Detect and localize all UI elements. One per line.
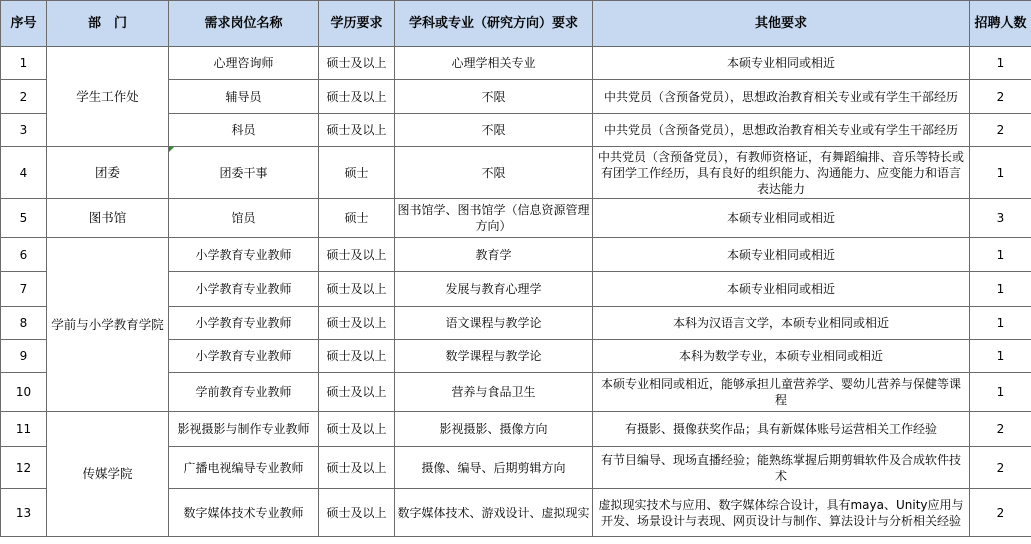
cell-count: 1 <box>970 373 1031 412</box>
cell-count: 1 <box>970 238 1031 272</box>
cell-no: 11 <box>1 412 47 447</box>
cell-no: 4 <box>1 147 47 199</box>
header-dept: 部 门 <box>47 1 169 47</box>
cell-major: 不限 <box>395 147 593 199</box>
cell-major: 发展与教育心理学 <box>395 272 593 307</box>
cell-major: 心理学相关专业 <box>395 47 593 80</box>
cell-other: 有摄影、摄像获奖作品；具有新媒体账号运营相关工作经验 <box>593 412 970 447</box>
cell-major: 摄像、编导、后期剪辑方向 <box>395 447 593 489</box>
header-row <box>1 1 1031 47</box>
cell-position: 馆员 <box>169 199 319 238</box>
cell-major: 影视摄影、摄像方向 <box>395 412 593 447</box>
header-count: 招聘人数 <box>970 1 1031 47</box>
cell-other: 本硕专业相同或相近 <box>593 47 970 80</box>
cell-dept: 传媒学院 <box>47 412 169 537</box>
cell-count: 1 <box>970 47 1031 80</box>
cell-position: 小学教育专业教师 <box>169 238 319 272</box>
cell-edu: 硕士及以上 <box>319 489 395 537</box>
table-row <box>1 199 1031 238</box>
table-row <box>1 147 1031 199</box>
cell-dept: 学前与小学教育学院 <box>47 238 169 412</box>
cell-major: 数学课程与教学论 <box>395 340 593 373</box>
cell-no: 13 <box>1 489 47 537</box>
cell-other: 中共党员（含预备党员），思想政治教育相关专业或有学生干部经历 <box>593 114 970 147</box>
cell-edu: 硕士及以上 <box>319 238 395 272</box>
cell-no: 8 <box>1 307 47 340</box>
cell-position: 心理咨询师 <box>169 47 319 80</box>
table-row <box>1 238 1031 272</box>
cell-count: 2 <box>970 80 1031 114</box>
cell-other: 本硕专业相同或相近 <box>593 199 970 238</box>
cell-no: 10 <box>1 373 47 412</box>
cell-other: 有节目编导、现场直播经验；能熟练掌握后期剪辑软件及合成软件技术 <box>593 447 970 489</box>
cell-edu: 硕士及以上 <box>319 47 395 80</box>
cell-edu: 硕士及以上 <box>319 307 395 340</box>
cell-position: 小学教育专业教师 <box>169 272 319 307</box>
cell-major: 营养与食品卫生 <box>395 373 593 412</box>
cell-no: 1 <box>1 47 47 80</box>
cell-edu: 硕士及以上 <box>319 80 395 114</box>
cell-major: 图书馆学、图书馆学（信息资源管理方向） <box>395 199 593 238</box>
cell-dept: 团委 <box>47 147 169 199</box>
cell-count: 1 <box>970 272 1031 307</box>
cell-count: 1 <box>970 307 1031 340</box>
cell-no: 12 <box>1 447 47 489</box>
cell-edu: 硕士及以上 <box>319 412 395 447</box>
cell-count: 2 <box>970 412 1031 447</box>
cell-no: 9 <box>1 340 47 373</box>
cell-position: 小学教育专业教师 <box>169 307 319 340</box>
cell-edu: 硕士 <box>319 199 395 238</box>
cell-position: 团委干事 <box>169 147 319 199</box>
cell-edu: 硕士及以上 <box>319 114 395 147</box>
cell-other: 虚拟现实技术与应用、数字媒体综合设计，具有maya、Unity应用与开发、场景设计与表现、网页设计与制作、算法设计与分析相关经验 <box>593 489 970 537</box>
cell-major: 不限 <box>395 114 593 147</box>
cell-edu: 硕士及以上 <box>319 373 395 412</box>
cell-major: 不限 <box>395 80 593 114</box>
cell-count: 1 <box>970 147 1031 199</box>
cell-dept: 学生工作处 <box>47 47 169 147</box>
cell-no: 5 <box>1 199 47 238</box>
cell-other: 本硕专业相同或相近 <box>593 272 970 307</box>
header-position: 需求岗位名称 <box>169 1 319 47</box>
cell-count: 1 <box>970 340 1031 373</box>
cell-other: 中共党员（含预备党员），思想政治教育相关专业或有学生干部经历 <box>593 80 970 114</box>
table-row <box>1 412 1031 447</box>
cell-position: 学前教育专业教师 <box>169 373 319 412</box>
cell-other: 本硕专业相同或相近，能够承担儿童营养学、婴幼儿营养与保健等课程 <box>593 373 970 412</box>
cell-no: 2 <box>1 80 47 114</box>
header-edu: 学历要求 <box>319 1 395 47</box>
cell-other: 本科为汉语言文学，本硕专业相同或相近 <box>593 307 970 340</box>
cell-no: 7 <box>1 272 47 307</box>
cell-count: 2 <box>970 447 1031 489</box>
cell-edu: 硕士及以上 <box>319 447 395 489</box>
cell-position: 广播电视编导专业教师 <box>169 447 319 489</box>
cell-major: 语文课程与教学论 <box>395 307 593 340</box>
cell-other: 本硕专业相同或相近 <box>593 238 970 272</box>
table-row <box>1 47 1031 80</box>
cell-major: 数字媒体技术、游戏设计、虚拟现实 <box>395 489 593 537</box>
cell-edu: 硕士及以上 <box>319 272 395 307</box>
cell-edu: 硕士及以上 <box>319 340 395 373</box>
cell-major: 教育学 <box>395 238 593 272</box>
cell-no: 3 <box>1 114 47 147</box>
cell-position: 数字媒体技术专业教师 <box>169 489 319 537</box>
cell-dept: 图书馆 <box>47 199 169 238</box>
cell-position: 科员 <box>169 114 319 147</box>
cell-position: 辅导员 <box>169 80 319 114</box>
header-no: 序号 <box>1 1 47 47</box>
cell-position: 影视摄影与制作专业教师 <box>169 412 319 447</box>
cell-no: 6 <box>1 238 47 272</box>
cell-position: 小学教育专业教师 <box>169 340 319 373</box>
cell-count: 3 <box>970 199 1031 238</box>
header-major: 学科或专业（研究方向）要求 <box>395 1 593 47</box>
header-other: 其他要求 <box>593 1 970 47</box>
cell-count: 2 <box>970 489 1031 537</box>
cell-count: 2 <box>970 114 1031 147</box>
cell-other: 本科为数学专业，本硕专业相同或相近 <box>593 340 970 373</box>
cell-edu: 硕士 <box>319 147 395 199</box>
cell-other: 中共党员（含预备党员），有教师资格证，有舞蹈编排、音乐等特长或有团学工作经历，具有良好的组织能力、沟通能力、应变能力和语言表达能力 <box>593 147 970 199</box>
